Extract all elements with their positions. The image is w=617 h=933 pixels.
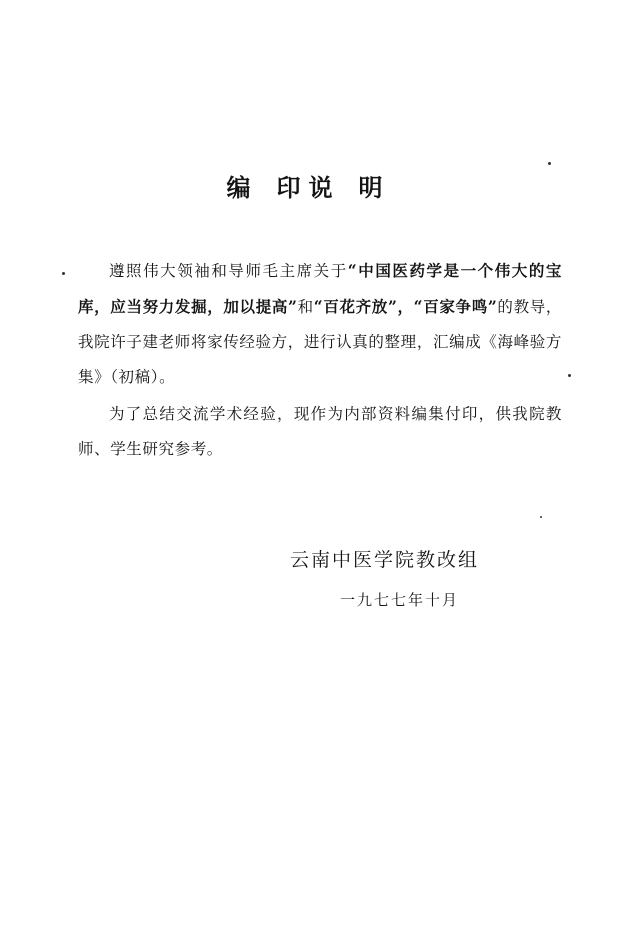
quote-chinese-medicine: “中国医药学是一个伟大的宝库，应当努力发掘，加以提高” — [78, 261, 562, 316]
title-char-1: 编 — [226, 173, 259, 202]
scan-speck — [548, 162, 551, 165]
document-title — [0, 172, 617, 204]
signature-organization: 云南中医学院教改组 — [290, 549, 480, 571]
signature-date: 一九七七年十月 — [340, 591, 460, 609]
title-char-2: 印 — [276, 173, 309, 202]
scan-speck — [540, 516, 542, 518]
paragraph-preface-segment-3: 和 — [297, 298, 314, 316]
scan-speck — [62, 272, 65, 275]
paragraph-preface — [78, 253, 562, 395]
paragraph-preface-segment-5: 的教导，我院许子建老师将家传经验方，进行认真的整理，汇编成《海峰验方集》（初稿）。 — [78, 298, 562, 386]
scan-speck — [568, 374, 571, 377]
quote-hundred-flowers: “百花齐放”，“百家争鸣” — [313, 297, 498, 316]
paragraph-preface-segment-1: 遵照伟大领袖和导师毛主席关于 — [109, 262, 348, 280]
title-char-3: 说 — [308, 173, 341, 202]
paragraph-purpose: 为了总结交流学术经验，现作为内部资料编集付印，供我院教师、学生研究参考。 — [78, 405, 562, 458]
title-char-4: 明 — [358, 173, 391, 202]
